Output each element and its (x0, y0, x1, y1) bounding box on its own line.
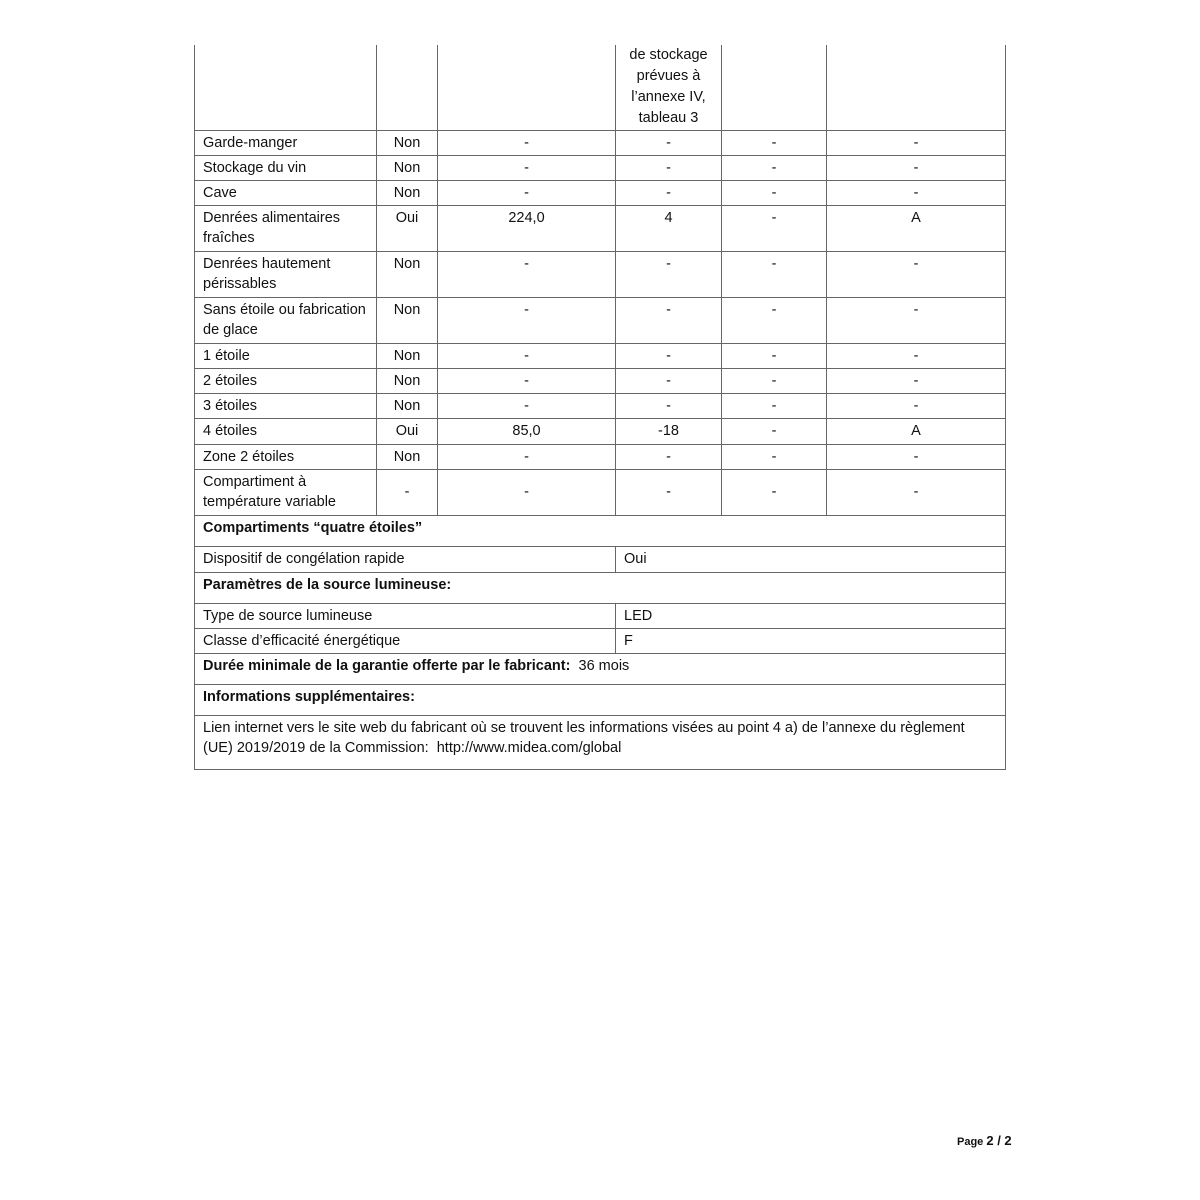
cell-volume: 85,0 (438, 418, 616, 444)
manufacturer-link[interactable]: http://www.midea.com/global (436, 739, 622, 756)
cell-volume: - (438, 469, 616, 515)
compartment-row (195, 368, 1006, 393)
cell-present: Non (377, 180, 438, 205)
info-row (195, 715, 1006, 769)
cell-c4: - (722, 469, 827, 515)
cell-name: Garde-manger (195, 130, 377, 155)
cell-temp: 4 (616, 205, 722, 251)
compartment-row (195, 205, 1006, 251)
compartment-row (195, 393, 1006, 418)
info-row (195, 653, 1006, 684)
info-row (195, 628, 1006, 653)
cell-present: Non (377, 251, 438, 297)
cell-temp: - (616, 297, 722, 343)
cell-class: - (827, 368, 1006, 393)
cell-class: - (827, 297, 1006, 343)
light-class-label: Classe d’efficacité énergétique (195, 628, 616, 653)
cell-present: Non (377, 297, 438, 343)
cell-temp: - (616, 155, 722, 180)
cell-temp: - (616, 444, 722, 469)
light-type-label: Type de source lumineuse (195, 603, 616, 628)
cell-c4: - (722, 251, 827, 297)
cell-present: Oui (377, 205, 438, 251)
cell-present: - (377, 469, 438, 515)
fast-freeze-value: Oui (616, 546, 1006, 572)
cell-class: A (827, 418, 1006, 444)
cell-volume: - (438, 343, 616, 368)
cell-volume: - (438, 444, 616, 469)
light-title: Paramètres de la source lumineuse: (195, 572, 1006, 603)
cell-c4: - (722, 297, 827, 343)
cell-c4: - (722, 343, 827, 368)
cell-volume: - (438, 297, 616, 343)
warranty (195, 653, 1006, 684)
cell-class: - (827, 251, 1006, 297)
cell-temp: - (616, 180, 722, 205)
cell-name: 2 étoiles (195, 368, 377, 393)
info-row (195, 515, 1006, 546)
info-row (195, 603, 1006, 628)
cell-class: - (827, 343, 1006, 368)
cell-name: Zone 2 étoiles (195, 444, 377, 469)
page-value: 2 / 2 (986, 1133, 1012, 1148)
cell-present: Non (377, 130, 438, 155)
compartment-row (195, 343, 1006, 368)
cell-volume: - (438, 251, 616, 297)
cell-temp: - (616, 469, 722, 515)
light-class-value: F (616, 628, 1006, 653)
compartment-row (195, 130, 1006, 155)
cell-volume: - (438, 180, 616, 205)
warranty-value: 36 mois (578, 657, 630, 674)
cell-name: 1 étoile (195, 343, 377, 368)
cell-present: Non (377, 155, 438, 180)
info-row (195, 572, 1006, 603)
cell-class: - (827, 180, 1006, 205)
cell-class: A (827, 205, 1006, 251)
cell-c4: - (722, 393, 827, 418)
cell-temp: - (616, 343, 722, 368)
cell-c4: - (722, 180, 827, 205)
cell-c4: - (722, 205, 827, 251)
extra-text (195, 715, 1006, 769)
cell-temp: - (616, 251, 722, 297)
cell-temp: -18 (616, 418, 722, 444)
cell-c4: - (722, 130, 827, 155)
info-row (195, 684, 1006, 715)
extra-text-body: Lien internet vers le site web du fabricant où se trouvent les informations visées au point 4 a) de l’annexe du règlement (UE) 2019/2019 de la Commission: (203, 719, 965, 756)
compartment-row (195, 418, 1006, 444)
cell-present: Non (377, 444, 438, 469)
cell-volume: - (438, 368, 616, 393)
cell-volume: - (438, 393, 616, 418)
cell-volume: - (438, 130, 616, 155)
light-type-value: LED (616, 603, 1006, 628)
cell-name: Cave (195, 180, 377, 205)
cell-volume: 224,0 (438, 205, 616, 251)
cell-name: Denrées alimentaires fraîches (195, 205, 377, 251)
compartment-row (195, 297, 1006, 343)
compartment-row (195, 469, 1006, 515)
warranty-label: Durée minimale de la garantie offerte par le fabricant: (203, 657, 571, 674)
cell-name: 3 étoiles (195, 393, 377, 418)
info-row (195, 546, 1006, 572)
cell-class: - (827, 393, 1006, 418)
extra-title: Informations supplémentaires: (195, 684, 1006, 715)
compartment-row (195, 180, 1006, 205)
cell-present: Oui (377, 418, 438, 444)
cell-temp: - (616, 393, 722, 418)
compartment-row (195, 251, 1006, 297)
page-number (957, 1133, 1012, 1148)
fast-freeze-label: Dispositif de congélation rapide (195, 546, 616, 572)
cell-name: Compartiment à température variable (195, 469, 377, 515)
cell-temp: - (616, 368, 722, 393)
cell-present: Non (377, 368, 438, 393)
header-cell-temp: de stockage prévues à l’annexe IV, tableau 3 (616, 45, 722, 130)
cell-name: Sans étoile ou fabrication de glace (195, 297, 377, 343)
cell-name: 4 étoiles (195, 418, 377, 444)
cell-volume: - (438, 155, 616, 180)
cell-class: - (827, 155, 1006, 180)
cell-name: Stockage du vin (195, 155, 377, 180)
cell-class: - (827, 469, 1006, 515)
cell-c4: - (722, 368, 827, 393)
four-star-title: Compartiments “quatre étoiles” (195, 515, 1006, 546)
cell-present: Non (377, 343, 438, 368)
product-info-table (194, 45, 1006, 770)
cell-present: Non (377, 393, 438, 418)
cell-name: Denrées hautement périssables (195, 251, 377, 297)
cell-class: - (827, 444, 1006, 469)
cell-c4: - (722, 155, 827, 180)
cell-c4: - (722, 418, 827, 444)
cell-c4: - (722, 444, 827, 469)
compartment-row (195, 444, 1006, 469)
compartment-row (195, 155, 1006, 180)
header-row-fragment (195, 45, 1006, 130)
page-label: Page (957, 1136, 984, 1148)
cell-class: - (827, 130, 1006, 155)
cell-temp: - (616, 130, 722, 155)
